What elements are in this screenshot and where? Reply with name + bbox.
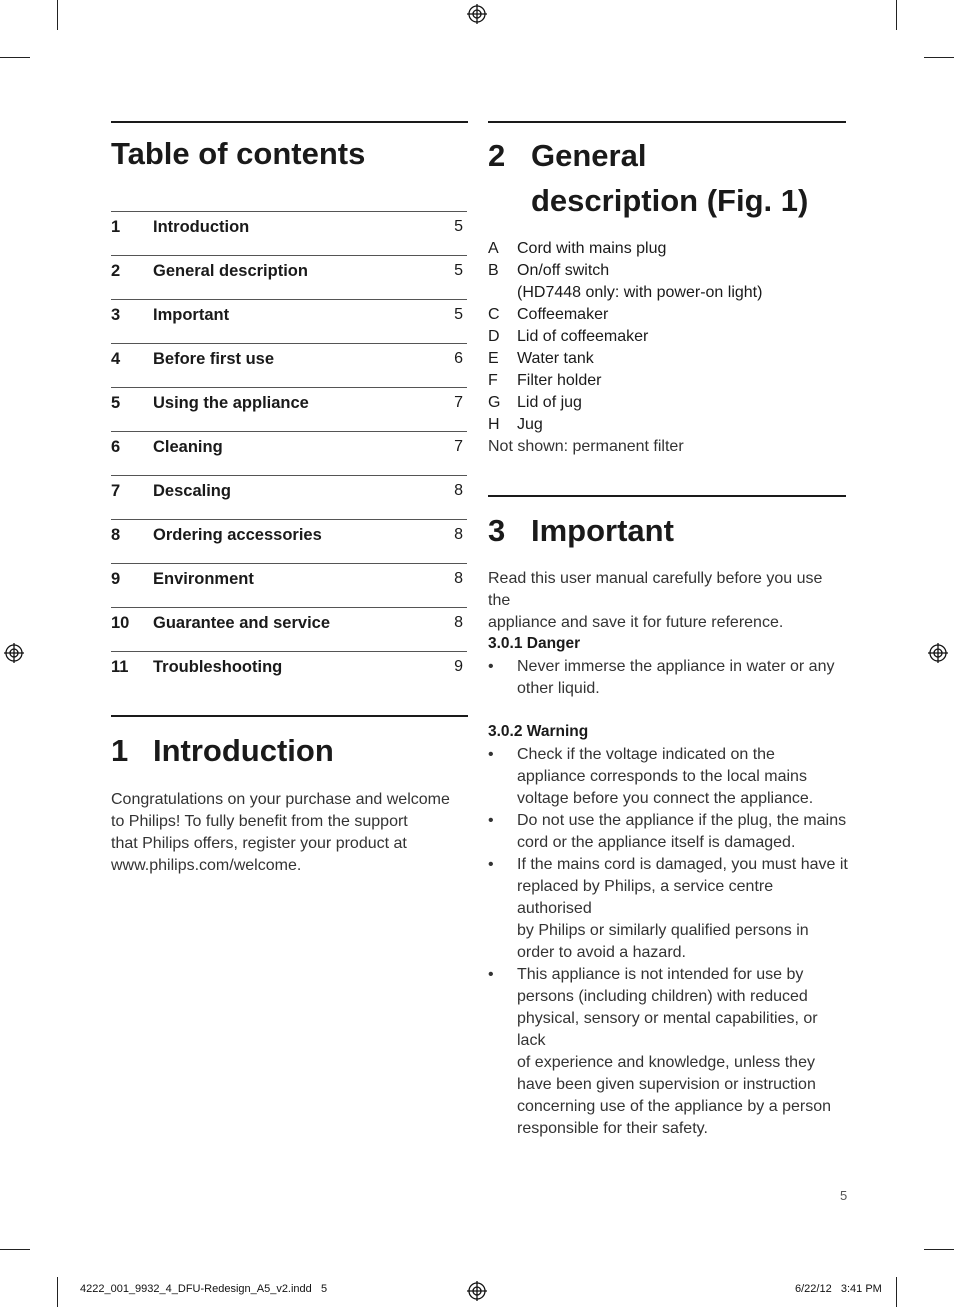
part-name: Filter holder — [517, 372, 602, 389]
toc-title: Table of contents — [111, 136, 366, 171]
toc-number: 4 — [111, 350, 121, 368]
section-rule — [488, 495, 846, 497]
toc-entry-title: Cleaning — [153, 438, 223, 456]
crop-mark — [57, 1277, 58, 1307]
paragraph-line: Read this user manual carefully before you use the — [488, 570, 823, 609]
bullet-item — [488, 964, 848, 1140]
bullet-line: Check if the voltage indicated on the — [517, 746, 775, 763]
parts-list-item — [488, 326, 848, 348]
toc-entry-title: General description — [153, 262, 308, 280]
section-title: Introduction — [153, 733, 334, 768]
toc-page-number: 5 — [454, 262, 463, 279]
general-heading — [488, 133, 846, 225]
part-name: Lid of coffeemaker — [517, 328, 649, 345]
toc-page-number: 7 — [454, 394, 463, 411]
part-letter: F — [488, 372, 498, 389]
toc-row — [111, 211, 467, 256]
toc-entry-title: Ordering accessories — [153, 526, 322, 544]
toc-page-number: 8 — [454, 482, 463, 499]
bullet-item — [488, 810, 848, 854]
crop-mark — [0, 1249, 30, 1250]
section-number: 2 — [488, 138, 506, 173]
part-name: Coffeemaker — [517, 306, 609, 323]
bullet-line: have been given supervision or instruction — [517, 1076, 816, 1093]
important-intro — [488, 568, 848, 634]
toc-page-number: 9 — [454, 658, 463, 675]
bullet-line: This appliance is not intended for use by — [517, 966, 804, 983]
part-letter: B — [488, 262, 499, 279]
paragraph-line: that Philips offers, register your product at — [111, 835, 407, 852]
section-number: 3 — [488, 513, 506, 548]
bullet-line: Do not use the appliance if the plug, the mains — [517, 812, 847, 829]
crop-mark — [924, 1249, 954, 1250]
toc-number: 5 — [111, 394, 121, 412]
intro-heading — [111, 728, 468, 773]
parts-list-item — [488, 304, 848, 326]
parts-list-item — [488, 392, 848, 414]
toc-row — [111, 255, 467, 300]
toc-number: 10 — [111, 614, 130, 632]
toc-row — [111, 519, 467, 564]
bullet-line: replaced by Philips, a service centre authorised — [517, 878, 774, 917]
part-letter: E — [488, 350, 499, 367]
bullet-icon: • — [488, 812, 494, 829]
toc-row — [111, 475, 467, 520]
slug-date: 6/22/12 3:41 PM — [795, 1283, 882, 1295]
crop-mark — [57, 0, 58, 30]
section-rule — [488, 121, 846, 123]
registration-mark-icon — [467, 4, 487, 24]
toc-row — [111, 387, 467, 432]
toc-entry-title: Environment — [153, 570, 254, 588]
parts-list-item — [488, 260, 848, 282]
part-letter: A — [488, 240, 499, 257]
paragraph-line: Congratulations on your purchase and welcome — [111, 791, 450, 808]
part-letter: D — [488, 328, 500, 345]
section-title-line: General — [531, 138, 647, 173]
toc-number: 3 — [111, 306, 121, 324]
parts-list-item — [488, 414, 848, 436]
not-shown-note: Not shown: permanent filter — [488, 438, 684, 455]
crop-mark — [896, 0, 897, 30]
toc-entry-title: Important — [153, 306, 230, 324]
toc-page-number: 5 — [454, 306, 463, 323]
registration-mark-icon — [467, 1281, 487, 1301]
toc-entry-title: Introduction — [153, 218, 250, 236]
bullet-line: of experience and knowledge, unless they — [517, 1054, 815, 1071]
toc-number: 1 — [111, 218, 121, 236]
toc-page-number: 7 — [454, 438, 463, 455]
bullet-line: responsible for their safety. — [517, 1120, 708, 1137]
section-title-line: description (Fig. 1) — [531, 183, 809, 218]
warning-heading: 3.0.2 Warning — [488, 723, 589, 740]
parts-list-item — [488, 348, 848, 370]
parts-list-item — [488, 238, 848, 260]
part-name: (HD7448 only: with power-on light) — [517, 284, 763, 301]
bullet-line: concerning use of the appliance by a person — [517, 1098, 831, 1115]
danger-list — [488, 656, 848, 700]
part-letter: C — [488, 306, 500, 323]
section-rule — [111, 715, 468, 717]
danger-heading: 3.0.1 Danger — [488, 635, 581, 652]
part-name: Lid of jug — [517, 394, 582, 411]
toc-entry-title: Descaling — [153, 482, 231, 500]
toc-number: 2 — [111, 262, 121, 280]
part-name: Water tank — [517, 350, 594, 367]
paragraph-line: www.philips.com/welcome. — [111, 857, 302, 874]
toc-row — [111, 431, 467, 476]
bullet-line: other liquid. — [517, 680, 600, 697]
section-number: 1 — [111, 733, 129, 768]
toc-number: 11 — [111, 658, 129, 676]
warning-list — [488, 744, 848, 1140]
bullet-line: If the mains cord is damaged, you must have it — [517, 856, 848, 873]
part-name: Jug — [517, 416, 543, 433]
toc-entry-title: Guarantee and service — [153, 614, 331, 632]
toc-row — [111, 299, 467, 344]
paragraph-line: to Philips! To fully benefit from the support — [111, 813, 408, 830]
bullet-line: voltage before you connect the appliance. — [517, 790, 814, 807]
slug-filename: 4222_001_9932_4_DFU-Redesign_A5_v2.indd 5 — [80, 1283, 328, 1295]
toc-entry-title: Before first use — [153, 350, 275, 368]
toc-page-number: 6 — [454, 350, 463, 367]
bullet-line: physical, sensory or mental capabilities, or lack — [517, 1010, 818, 1049]
toc-row — [111, 343, 467, 388]
bullet-icon: • — [488, 658, 494, 675]
bullet-line: by Philips or similarly qualified persons in — [517, 922, 809, 939]
important-heading — [488, 508, 846, 553]
toc-row — [111, 563, 467, 608]
toc-row — [111, 607, 467, 652]
toc-number: 6 — [111, 438, 121, 456]
bullet-line: cord or the appliance itself is damaged. — [517, 834, 796, 851]
toc-number: 9 — [111, 570, 121, 588]
crop-mark — [896, 1277, 897, 1307]
toc-page-number: 8 — [454, 526, 463, 543]
registration-mark-icon — [4, 643, 24, 663]
part-name: On/off switch — [517, 262, 610, 279]
toc-page-number: 8 — [454, 614, 463, 631]
registration-mark-icon — [928, 643, 948, 663]
toc-row — [111, 651, 467, 696]
section-title: Important — [531, 513, 674, 548]
crop-mark — [924, 57, 954, 58]
crop-mark — [0, 57, 30, 58]
parts-list-item — [488, 282, 848, 304]
section-rule — [111, 121, 468, 123]
bullet-item — [488, 744, 848, 810]
page-number: 5 — [840, 1188, 848, 1203]
bullet-line: Never immerse the appliance in water or any — [517, 658, 835, 675]
bullet-line: persons (including children) with reduced — [517, 988, 808, 1005]
intro-paragraph — [111, 789, 468, 877]
bullet-icon: • — [488, 856, 494, 873]
bullet-item — [488, 854, 848, 964]
bullet-icon: • — [488, 746, 494, 763]
toc-page-number: 8 — [454, 570, 463, 587]
part-name: Cord with mains plug — [517, 240, 667, 257]
parts-list-item — [488, 370, 848, 392]
bullet-line: appliance corresponds to the local mains — [517, 768, 807, 785]
part-letter: G — [488, 394, 501, 411]
parts-list — [488, 238, 848, 436]
part-letter: H — [488, 416, 500, 433]
toc-entry-title: Using the appliance — [153, 394, 309, 412]
bullet-item — [488, 656, 848, 700]
bullet-line: order to avoid a hazard. — [517, 944, 686, 961]
toc-number: 7 — [111, 482, 121, 500]
paragraph-line: appliance and save it for future reference. — [488, 614, 784, 631]
toc-page-number: 5 — [454, 218, 463, 235]
toc-number: 8 — [111, 526, 121, 544]
bullet-icon: • — [488, 966, 494, 983]
toc-entry-title: Troubleshooting — [153, 658, 283, 676]
